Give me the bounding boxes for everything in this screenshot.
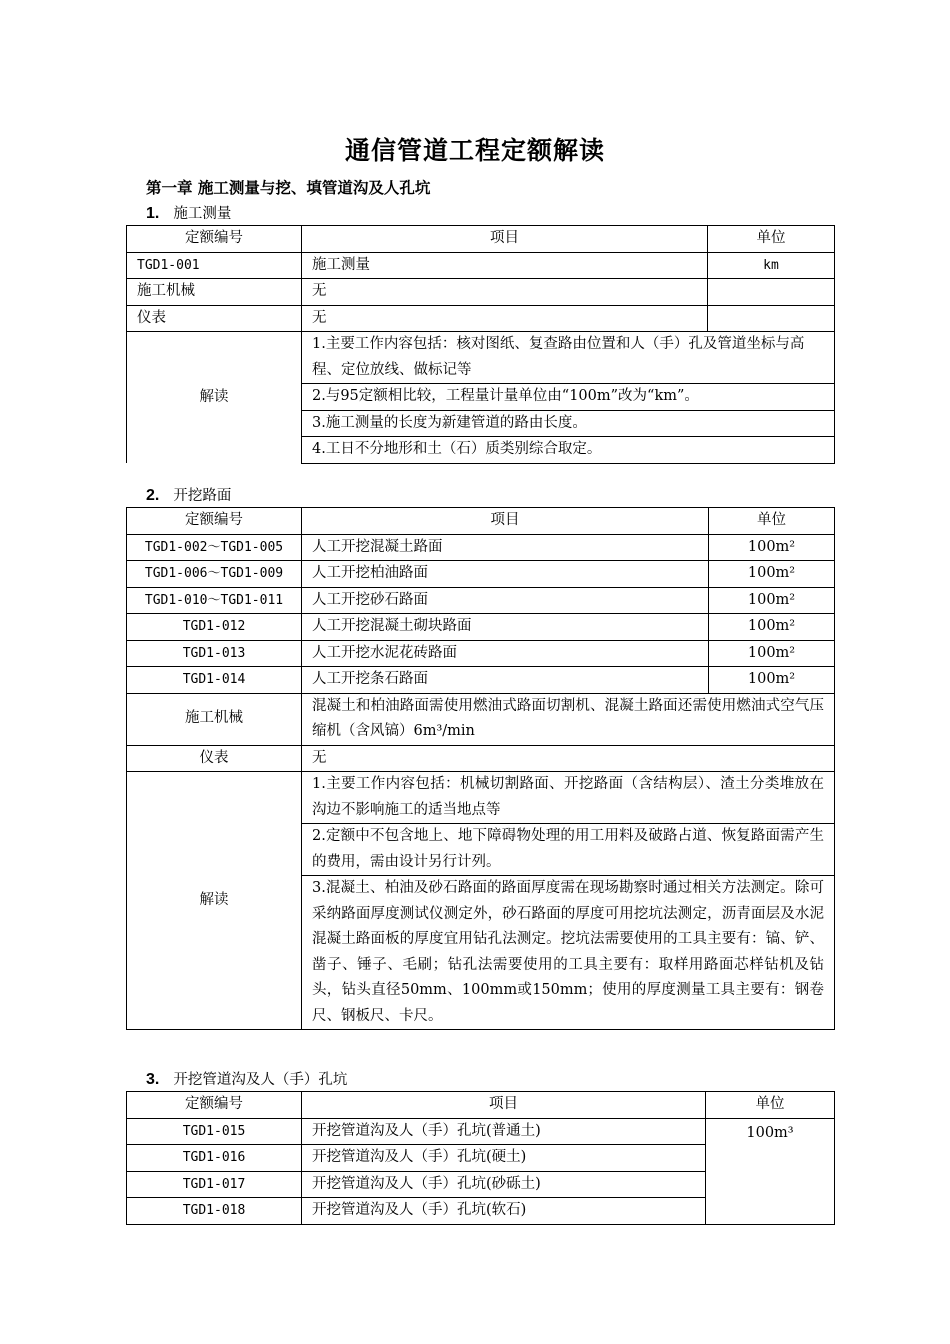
row-unit: 100m² — [709, 534, 835, 561]
row-item: 人工开挖条石路面 — [302, 667, 709, 694]
row-code: TGD1-017 — [127, 1171, 302, 1198]
machine-label: 施工机械 — [127, 693, 302, 745]
section-1-table — [126, 225, 835, 464]
interpret-row — [127, 772, 835, 824]
interpret-label: 解读 — [127, 772, 302, 1030]
section-title: 开挖路面 — [173, 488, 232, 504]
row-code: TGD1-001 — [127, 252, 302, 279]
row-code: TGD1-016 — [127, 1145, 302, 1172]
row-code: TGD1-018 — [127, 1198, 302, 1225]
table-row — [127, 587, 835, 614]
row-unit: 100m² — [709, 667, 835, 694]
table-row — [127, 252, 835, 279]
machine-row — [127, 279, 835, 306]
row-item: 开挖管道沟及人（手）孔坑(普通土) — [302, 1118, 706, 1145]
interpret-note: 1.主要工作内容包括：机械切割路面、开挖路面（含结构层）、渣土分类堆放在沟边不影响施工的适当地点等 — [302, 772, 835, 824]
row-code: TGD1-013 — [127, 640, 302, 667]
instrument-label: 仪表 — [127, 745, 302, 772]
header-code: 定额编号 — [127, 226, 302, 253]
row-item: 人工开挖混凝土路面 — [302, 534, 709, 561]
header-unit: 单位 — [706, 1092, 835, 1119]
header-item: 项目 — [302, 1092, 706, 1119]
interpret-note: 2.与95定额相比较，工程量计量单位由“100m”改为“km”。 — [302, 384, 835, 411]
instrument-row — [127, 305, 835, 332]
section-3-heading — [146, 1068, 347, 1089]
row-item: 施工测量 — [302, 252, 708, 279]
machine-value: 混凝土和柏油路面需使用燃油式路面切割机、混凝土路面还需使用燃油式空气压缩机（含风镐）6m³/min — [302, 693, 835, 745]
row-code: TGD1-006～TGD1-009 — [127, 561, 302, 588]
row-unit: 100m² — [709, 587, 835, 614]
document-title: 通信管道工程定额解读 — [344, 136, 605, 165]
empty-cell — [708, 305, 835, 332]
section-2-heading — [146, 484, 231, 505]
instrument-value: 无 — [302, 305, 708, 332]
row-item: 人工开挖柏油路面 — [302, 561, 709, 588]
section-number: 3. — [146, 1071, 160, 1088]
row-item: 人工开挖砂石路面 — [302, 587, 709, 614]
table-row — [127, 561, 835, 588]
row-item: 人工开挖混凝土砌块路面 — [302, 614, 709, 641]
row-item: 开挖管道沟及人（手）孔坑(硬土) — [302, 1145, 706, 1172]
chapter-heading: 第一章 施工测量与挖、填管道沟及人孔坑 — [146, 179, 431, 197]
interpret-note: 2.定额中不包含地上、地下障碍物处理的用工用料及破路占道、恢复路面需产生的费用，需由设计另行计列。 — [302, 824, 835, 876]
empty-cell — [708, 279, 835, 306]
header-unit: 单位 — [709, 508, 835, 535]
section-title: 施工测量 — [173, 206, 232, 222]
row-item: 开挖管道沟及人（手）孔坑(砂砾土) — [302, 1171, 706, 1198]
section-3-table — [126, 1091, 835, 1225]
interpret-note: 4.工日不分地形和土（石）质类别综合取定。 — [302, 437, 835, 464]
header-unit: 单位 — [708, 226, 835, 253]
section-number: 2. — [146, 487, 160, 504]
header-code: 定额编号 — [127, 508, 302, 535]
table-row — [127, 667, 835, 694]
instrument-value: 无 — [302, 745, 835, 772]
row-unit: 100m³ — [706, 1118, 835, 1224]
row-unit: km — [708, 252, 835, 279]
row-unit: 100m² — [709, 561, 835, 588]
header-item: 项目 — [302, 508, 709, 535]
table-row — [127, 640, 835, 667]
header-item: 项目 — [302, 226, 708, 253]
interpret-row — [127, 332, 835, 384]
row-code: TGD1-010～TGD1-011 — [127, 587, 302, 614]
instrument-label: 仪表 — [127, 305, 302, 332]
table-header-row — [127, 1092, 835, 1119]
machine-label: 施工机械 — [127, 279, 302, 306]
instrument-row — [127, 745, 835, 772]
machine-value: 无 — [302, 279, 708, 306]
row-item: 开挖管道沟及人（手）孔坑(软石) — [302, 1198, 706, 1225]
section-1-heading — [146, 202, 231, 223]
row-unit: 100m² — [709, 640, 835, 667]
header-code: 定额编号 — [127, 1092, 302, 1119]
interpret-note: 1.主要工作内容包括：核对图纸、复查路由位置和人（手）孔及管道坐标与高程、定位放线、做标记等 — [302, 332, 835, 384]
interpret-note: 3.施工测量的长度为新建管道的路由长度。 — [302, 410, 835, 437]
row-item: 人工开挖水泥花砖路面 — [302, 640, 709, 667]
interpret-label: 解读 — [127, 332, 302, 464]
row-code: TGD1-012 — [127, 614, 302, 641]
section-number: 1. — [146, 205, 160, 222]
row-code: TGD1-002～TGD1-005 — [127, 534, 302, 561]
section-2-table — [126, 507, 835, 1030]
table-row — [127, 1118, 835, 1145]
table-row — [127, 614, 835, 641]
table-header-row — [127, 226, 835, 253]
row-code: TGD1-015 — [127, 1118, 302, 1145]
table-header-row — [127, 508, 835, 535]
row-unit: 100m² — [709, 614, 835, 641]
row-code: TGD1-014 — [127, 667, 302, 694]
section-title: 开挖管道沟及人（手）孔坑 — [173, 1072, 348, 1088]
machine-row — [127, 693, 835, 745]
interpret-note: 3.混凝土、柏油及砂石路面的路面厚度需在现场勘察时通过相关方法测定。除可采纳路面厚度测试仪测定外，砂石路面的厚度可用挖坑法测定，沥青面层及水泥混凝土路面板的厚度宜用钻孔法测定。挖坑法需要使用的工具主要有：镐、铲、凿子、锤子、毛刷；钻孔法需要使用的工具主要有：取样用路面芯样钻机及钻头，钻头直径50mm、100mm或150mm；使用的厚度测量工具主要有：钢卷尺、钢板尺、卡尺。 — [302, 876, 835, 1030]
table-row — [127, 534, 835, 561]
